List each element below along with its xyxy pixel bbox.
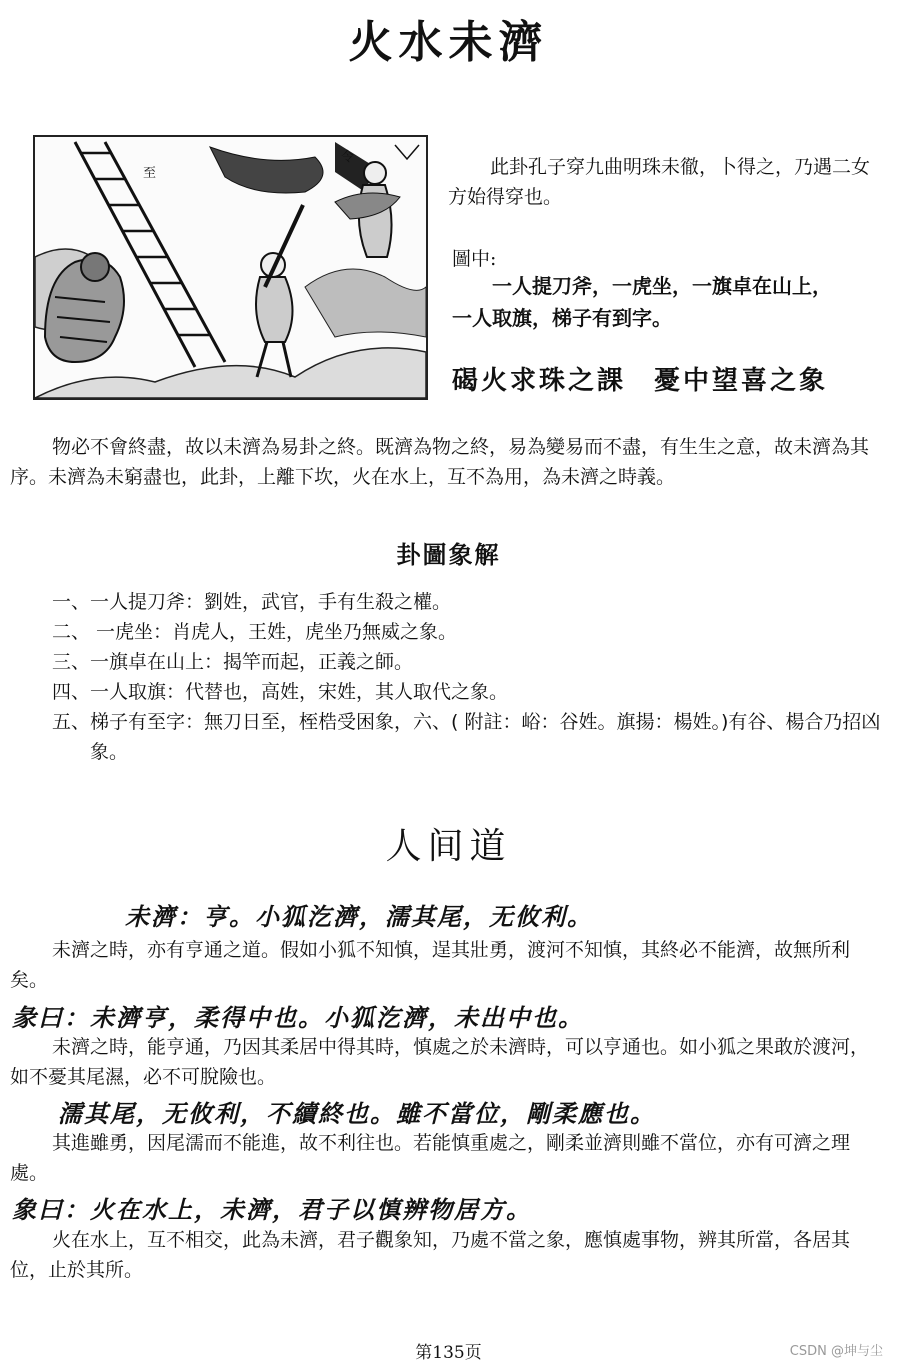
list-item-number: 四、 <box>52 681 91 703</box>
intro-text: 此卦孔子穿九曲明珠未徹，卜得之，乃遇二女方始得穿也。 <box>448 156 871 208</box>
explanation-3-text: 其進雖勇，因尾濡而不能進，故不利往也。若能慎重處之，剛柔並濟則雖不當位，亦有可濟之理處。 <box>10 1132 851 1184</box>
list-item-text: 梯子有至字：無刀日至，桎梏受困象，六、( 附註：峪：谷姓。旗揚：楊姓。)有谷、楊合乃招凶象。 <box>90 711 881 763</box>
page-title: 火水未濟 <box>348 17 549 68</box>
list-item <box>52 587 882 617</box>
explanation-3 <box>10 1128 882 1188</box>
list-item-text: 一人取旗：代替也，高姓，宋姓，其人取代之象。 <box>90 681 509 703</box>
verse-1: 未濟：亨。小狐汔濟，濡其尾，无攸利。 <box>125 902 593 931</box>
paragraph-1 <box>10 432 884 492</box>
list-item <box>52 677 882 707</box>
lesson-left: 碣火求珠之課 <box>452 366 627 396</box>
list-item-number: 一、 <box>52 591 91 613</box>
list-item-text: 一旗卓在山上：揭竿而起，正義之師。 <box>90 651 414 673</box>
verse-3: 濡其尾，无攸利，不續終也。雖不當位，剛柔應也。 <box>58 1099 656 1128</box>
lesson-right: 憂中望喜之象 <box>654 366 829 396</box>
figure-line-2: 一人取旗，梯子有到字。 <box>452 306 672 330</box>
list-item-number: 二、 <box>52 621 91 643</box>
list-item-text: 一人提刀斧：劉姓，武官，手有生殺之權。 <box>90 591 452 613</box>
ladder-mark-text: 至 <box>143 166 157 181</box>
explanation-4 <box>10 1225 882 1285</box>
watermark: CSDN @坤与尘 <box>789 1344 883 1359</box>
explanation-4-text: 火在水上，互不相交，此為未濟，君子觀象知，乃處不當之象，應慎處事物，辨其所當，各居其位，止於其所。 <box>10 1229 851 1281</box>
verse-2: 彖曰：未濟亨，柔得中也。小狐汔濟，未出中也。 <box>12 1003 584 1032</box>
list-item-text: 一虎坐：肖虎人，王姓，虎坐乃無威之象。 <box>90 621 458 643</box>
figure-line-1: 一人提刀斧，一虎坐，一旗卓在山上， <box>492 274 832 298</box>
section-title: 卦圖象解 <box>396 540 501 569</box>
flag-mark-text: 令 <box>341 150 355 165</box>
list-item <box>52 617 882 647</box>
woodcut-illustration <box>33 135 428 400</box>
list-item <box>52 647 882 677</box>
figure-description <box>452 270 884 334</box>
lesson-line <box>452 360 828 397</box>
list-item-number: 五、 <box>52 711 91 733</box>
page-number: 第135页 <box>415 1343 482 1363</box>
interpretation-list <box>52 587 882 767</box>
explanation-1 <box>10 935 882 995</box>
figure-label: 圖中: <box>452 248 497 270</box>
list-item-number: 三、 <box>52 651 91 673</box>
heading-renjiandao: 人间道 <box>385 826 512 867</box>
intro-block <box>448 152 880 212</box>
explanation-2 <box>10 1032 882 1092</box>
paragraph-1-text: 物必不會終盡，故以未濟為易卦之終。既濟為物之終，易為變易而不盡，有生生之意，故未濟為其序。未濟為未窮盡也，此卦，上離下坎，火在水上，互不為用，為未濟之時義。 <box>10 436 870 488</box>
verse-4: 象曰：火在水上，未濟，君子以慎辨物居方。 <box>12 1195 532 1224</box>
explanation-2-text: 未濟之時，能亨通，乃因其柔居中得其時，慎處之於未濟時，可以亨通也。如小狐之果敢於渡河，如不憂其尾濕，必不可脫險也。 <box>10 1036 870 1088</box>
illustration-drawing <box>35 137 426 398</box>
explanation-1-text: 未濟之時，亦有亨通之道。假如小狐不知慎，逞其壯勇，渡河不知慎，其終必不能濟，故無所利矣。 <box>10 939 851 991</box>
list-item <box>52 707 882 767</box>
